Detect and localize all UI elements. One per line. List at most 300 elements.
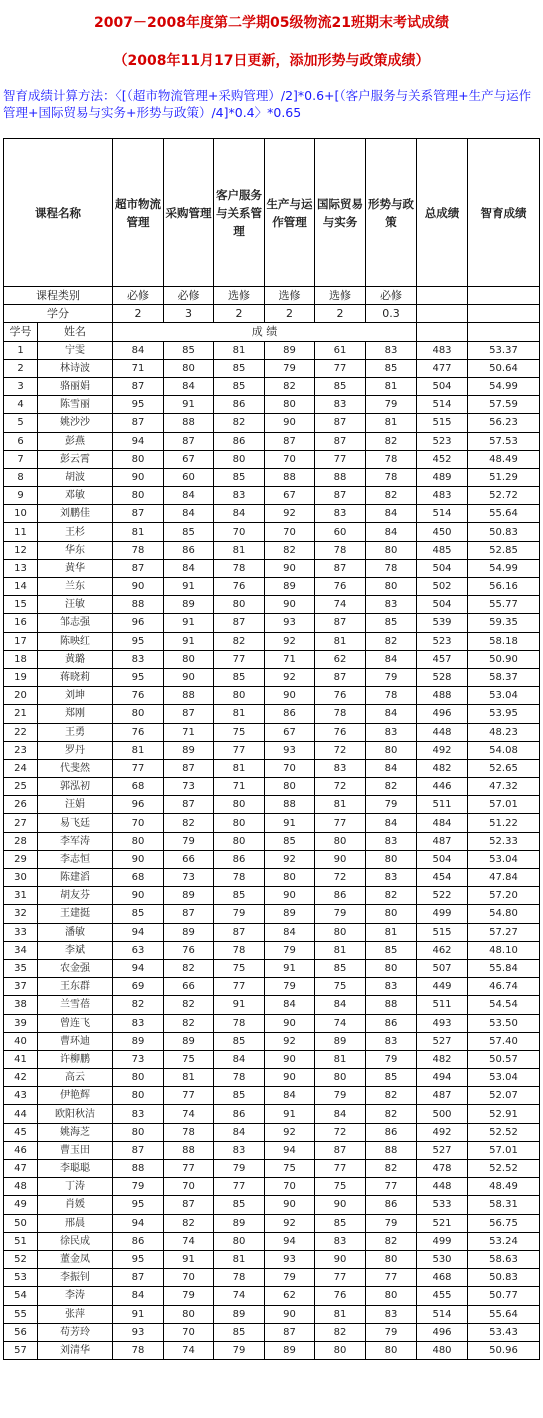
grade-cell: 83 <box>113 1105 164 1123</box>
table-row <box>4 1160 540 1178</box>
grade-cell: 86 <box>315 887 366 905</box>
grade-cell: 69 <box>113 978 164 996</box>
grade-cell: 82 <box>366 632 417 650</box>
empty-cell <box>417 323 468 341</box>
grade-cell: 82 <box>366 1105 417 1123</box>
grade-cell: 80 <box>366 541 417 559</box>
total-score-cell: 448 <box>417 723 468 741</box>
grade-cell: 75 <box>265 1160 315 1178</box>
grade-cell: 77 <box>113 759 164 777</box>
table-row <box>4 359 540 377</box>
table-row <box>4 1014 540 1032</box>
grade-cell: 74 <box>164 1341 214 1359</box>
grade-cell: 77 <box>214 741 265 759</box>
grade-cell: 81 <box>214 705 265 723</box>
student-name-cell: 农金强 <box>38 959 113 977</box>
student-no-cell: 29 <box>4 850 38 868</box>
course-type-label: 课程类别 <box>4 287 113 305</box>
grade-cell: 75 <box>315 978 366 996</box>
table-row <box>4 1087 540 1105</box>
empty-cell <box>468 287 540 305</box>
zhiyu-score-cell: 50.77 <box>468 1287 540 1305</box>
student-name-cell: 苟芳玲 <box>38 1323 113 1341</box>
grade-cell: 76 <box>315 723 366 741</box>
grade-cell: 66 <box>164 978 214 996</box>
grade-cell: 90 <box>265 414 315 432</box>
grade-cell: 79 <box>164 832 214 850</box>
grade-cell: 89 <box>164 1032 214 1050</box>
grade-cell: 83 <box>366 1032 417 1050</box>
student-name-cell: 邢晨 <box>38 1214 113 1232</box>
grade-cell: 80 <box>164 650 214 668</box>
total-score-cell: 452 <box>417 450 468 468</box>
total-score-cell: 494 <box>417 1069 468 1087</box>
grade-cell: 67 <box>265 487 315 505</box>
grade-cell: 85 <box>214 1323 265 1341</box>
zhiyu-score-cell: 54.99 <box>468 377 540 395</box>
credits-cell: 2 <box>265 305 315 323</box>
grade-cell: 90 <box>315 1196 366 1214</box>
grade-cell: 84 <box>164 487 214 505</box>
grade-cell: 78 <box>214 1069 265 1087</box>
student-no-cell: 54 <box>4 1287 38 1305</box>
grade-cell: 89 <box>214 1305 265 1323</box>
student-name-cell: 华东 <box>38 541 113 559</box>
grade-cell: 90 <box>265 887 315 905</box>
grade-cell: 82 <box>164 814 214 832</box>
grade-cell: 80 <box>214 687 265 705</box>
grade-cell: 92 <box>265 1032 315 1050</box>
column-label-row <box>4 323 540 341</box>
grade-cell: 81 <box>366 414 417 432</box>
grade-cell: 84 <box>315 1105 366 1123</box>
grade-cell: 81 <box>315 1305 366 1323</box>
student-name-cell: 邓敏 <box>38 487 113 505</box>
student-no-cell: 23 <box>4 741 38 759</box>
zhiyu-score-cell: 58.37 <box>468 668 540 686</box>
student-name-cell: 彭云霄 <box>38 450 113 468</box>
table-row <box>4 887 540 905</box>
grade-cell: 82 <box>113 996 164 1014</box>
grade-cell: 88 <box>366 1141 417 1159</box>
student-no-cell: 53 <box>4 1269 38 1287</box>
table-row <box>4 814 540 832</box>
grade-cell: 85 <box>164 523 214 541</box>
grade-cell: 86 <box>214 850 265 868</box>
total-score-cell: 504 <box>417 850 468 868</box>
grade-cell: 68 <box>113 869 164 887</box>
grade-cell: 82 <box>366 1087 417 1105</box>
student-no-cell: 25 <box>4 778 38 796</box>
total-score-cell: 482 <box>417 1050 468 1068</box>
table-row <box>4 1287 540 1305</box>
zhiyu-score-cell: 53.04 <box>468 687 540 705</box>
grade-cell: 77 <box>214 1178 265 1196</box>
grade-cell: 80 <box>113 832 164 850</box>
student-no-cell: 51 <box>4 1232 38 1250</box>
total-score-cell: 504 <box>417 596 468 614</box>
grade-cell: 81 <box>214 541 265 559</box>
grade-cell: 90 <box>265 1305 315 1323</box>
total-score-cell: 492 <box>417 1123 468 1141</box>
credits-row <box>4 305 540 323</box>
total-score-cell: 511 <box>417 796 468 814</box>
total-score-cell: 496 <box>417 705 468 723</box>
course-name-header: 课程名称 <box>4 139 113 287</box>
grade-cell: 80 <box>214 832 265 850</box>
student-name-cell: 邹志强 <box>38 614 113 632</box>
grade-cell: 62 <box>315 650 366 668</box>
student-no-cell: 5 <box>4 414 38 432</box>
formula-text: 智育成绩计算方法：〈[（超市物流管理+采购管理）/2]*0.6+[（客户服务与关系管理+生产与运作管理+国际贸易与实务+形势与政策）/4]*0.4〉*0.65 <box>3 88 532 120</box>
table-row <box>4 450 540 468</box>
student-name-cell: 董金凤 <box>38 1250 113 1268</box>
grade-cell: 86 <box>366 1014 417 1032</box>
grade-cell: 81 <box>214 759 265 777</box>
total-score-cell: 521 <box>417 1214 468 1232</box>
grade-cell: 83 <box>366 832 417 850</box>
zhiyu-score-cell: 52.52 <box>468 1123 540 1141</box>
grade-cell: 78 <box>164 1123 214 1141</box>
grade-cell: 83 <box>113 650 164 668</box>
grade-cell: 87 <box>164 432 214 450</box>
grade-cell: 83 <box>113 1014 164 1032</box>
course-type-cell: 必修 <box>164 287 214 305</box>
zhiyu-score-cell: 46.74 <box>468 978 540 996</box>
grades-header: 成 绩 <box>113 323 417 341</box>
student-name-cell: 陈映红 <box>38 632 113 650</box>
grade-cell: 83 <box>366 869 417 887</box>
grade-cell: 87 <box>164 705 214 723</box>
student-name-cell: 李志恒 <box>38 850 113 868</box>
total-score-cell: 457 <box>417 650 468 668</box>
total-score-cell: 483 <box>417 487 468 505</box>
table-row <box>4 1232 540 1250</box>
student-no-cell: 56 <box>4 1323 38 1341</box>
grade-cell: 88 <box>265 468 315 486</box>
grade-cell: 82 <box>164 1214 214 1232</box>
grade-cell: 70 <box>265 759 315 777</box>
total-score-cell: 523 <box>417 632 468 650</box>
student-name-cell: 王建挺 <box>38 905 113 923</box>
grade-cell: 77 <box>214 978 265 996</box>
grade-cell: 92 <box>265 1123 315 1141</box>
grade-cell: 73 <box>113 1050 164 1068</box>
grade-cell: 91 <box>164 396 214 414</box>
grade-cell: 85 <box>214 1032 265 1050</box>
grade-cell: 63 <box>113 941 164 959</box>
grade-cell: 87 <box>113 1141 164 1159</box>
total-score-cell: 539 <box>417 614 468 632</box>
student-no-cell: 57 <box>4 1341 38 1359</box>
zhiyu-score-cell: 55.64 <box>468 1305 540 1323</box>
student-no-cell: 24 <box>4 759 38 777</box>
zhiyu-score-cell: 53.24 <box>468 1232 540 1250</box>
student-name-cell: 代斐然 <box>38 759 113 777</box>
zhiyu-score-cell: 48.10 <box>468 941 540 959</box>
grade-cell: 80 <box>113 487 164 505</box>
empty-cell <box>468 305 540 323</box>
grade-cell: 90 <box>113 468 164 486</box>
grade-cell: 83 <box>315 505 366 523</box>
grade-cell: 90 <box>265 687 315 705</box>
zhiyu-score-cell: 57.27 <box>468 923 540 941</box>
table-row <box>4 923 540 941</box>
grade-cell: 87 <box>113 377 164 395</box>
grade-cell: 77 <box>366 1178 417 1196</box>
grade-cell: 70 <box>113 814 164 832</box>
grade-cell: 94 <box>113 432 164 450</box>
grades-table-body <box>4 139 540 1360</box>
student-name-cell: 陈建滔 <box>38 869 113 887</box>
zhiyu-score-cell: 53.95 <box>468 705 540 723</box>
grade-cell: 94 <box>113 959 164 977</box>
student-name-cell: 汪敏 <box>38 596 113 614</box>
grade-cell: 91 <box>164 614 214 632</box>
grade-cell: 84 <box>164 559 214 577</box>
table-row <box>4 1178 540 1196</box>
zhiyu-header: 智育成绩 <box>468 139 540 287</box>
total-score-cell: 515 <box>417 414 468 432</box>
zhiyu-score-cell: 50.57 <box>468 1050 540 1068</box>
total-score-cell: 484 <box>417 814 468 832</box>
grade-cell: 80 <box>164 359 214 377</box>
student-no-cell: 4 <box>4 396 38 414</box>
grade-cell: 85 <box>366 941 417 959</box>
table-row <box>4 1050 540 1068</box>
grade-cell: 93 <box>265 1250 315 1268</box>
student-no-cell: 30 <box>4 869 38 887</box>
grade-cell: 89 <box>265 1341 315 1359</box>
grade-cell: 78 <box>315 705 366 723</box>
grade-cell: 87 <box>214 923 265 941</box>
grade-cell: 84 <box>113 341 164 359</box>
grade-cell: 85 <box>315 959 366 977</box>
page-title: 2007－2008年度第二学期05级物流21班期末考试成绩 <box>94 15 449 31</box>
zhiyu-score-cell: 48.49 <box>468 1178 540 1196</box>
grade-cell: 75 <box>164 1050 214 1068</box>
total-header: 总成绩 <box>417 139 468 287</box>
zhiyu-score-cell: 58.18 <box>468 632 540 650</box>
student-name-cell: 黄华 <box>38 559 113 577</box>
grade-cell: 79 <box>366 668 417 686</box>
zhiyu-score-cell: 52.85 <box>468 541 540 559</box>
grade-cell: 85 <box>164 341 214 359</box>
table-row <box>4 1141 540 1159</box>
grade-cell: 90 <box>265 1069 315 1087</box>
grade-cell: 83 <box>366 1305 417 1323</box>
grade-cell: 87 <box>164 905 214 923</box>
grade-cell: 80 <box>113 450 164 468</box>
student-no-cell: 26 <box>4 796 38 814</box>
course-type-cell: 必修 <box>366 287 417 305</box>
table-row <box>4 778 540 796</box>
grade-cell: 87 <box>113 1269 164 1287</box>
total-score-cell: 530 <box>417 1250 468 1268</box>
table-row <box>4 341 540 359</box>
grade-cell: 79 <box>265 359 315 377</box>
student-no-cell: 31 <box>4 887 38 905</box>
grade-cell: 80 <box>366 850 417 868</box>
grade-cell: 87 <box>315 414 366 432</box>
table-row <box>4 959 540 977</box>
student-no-cell: 2 <box>4 359 38 377</box>
total-score-cell: 522 <box>417 887 468 905</box>
total-score-cell: 478 <box>417 1160 468 1178</box>
grade-cell: 88 <box>315 468 366 486</box>
grade-cell: 71 <box>265 650 315 668</box>
grade-cell: 76 <box>315 578 366 596</box>
grade-cell: 84 <box>366 759 417 777</box>
student-no-cell: 7 <box>4 450 38 468</box>
grade-cell: 87 <box>315 1141 366 1159</box>
zhiyu-score-cell: 56.23 <box>468 414 540 432</box>
table-row <box>4 705 540 723</box>
table-row <box>4 432 540 450</box>
grade-cell: 74 <box>315 596 366 614</box>
table-row <box>4 941 540 959</box>
total-score-cell: 485 <box>417 541 468 559</box>
credits-cell: 3 <box>164 305 214 323</box>
student-name-cell: 李聪聪 <box>38 1160 113 1178</box>
grade-cell: 80 <box>113 1123 164 1141</box>
grade-cell: 82 <box>164 996 214 1014</box>
grade-cell: 60 <box>164 468 214 486</box>
student-no-cell: 22 <box>4 723 38 741</box>
grade-cell: 77 <box>315 450 366 468</box>
grade-cell: 87 <box>265 1323 315 1341</box>
total-score-cell: 514 <box>417 396 468 414</box>
total-score-cell: 449 <box>417 978 468 996</box>
grade-cell: 78 <box>214 1269 265 1287</box>
total-score-cell: 499 <box>417 905 468 923</box>
grade-cell: 84 <box>265 923 315 941</box>
student-name-cell: 曹环迪 <box>38 1032 113 1050</box>
course-type-cell: 选修 <box>265 287 315 305</box>
grade-cell: 80 <box>113 1087 164 1105</box>
grade-cell: 91 <box>164 578 214 596</box>
student-no-cell: 39 <box>4 1014 38 1032</box>
grade-cell: 89 <box>164 741 214 759</box>
grade-cell: 80 <box>366 1341 417 1359</box>
grade-cell: 82 <box>164 1014 214 1032</box>
grade-cell: 83 <box>315 396 366 414</box>
total-score-cell: 527 <box>417 1141 468 1159</box>
grade-cell: 91 <box>164 632 214 650</box>
grade-cell: 79 <box>113 1178 164 1196</box>
grade-cell: 93 <box>113 1323 164 1341</box>
student-name-cell: 罗丹 <box>38 741 113 759</box>
zhiyu-score-cell: 52.65 <box>468 759 540 777</box>
zhiyu-score-cell: 52.07 <box>468 1087 540 1105</box>
total-score-cell: 523 <box>417 432 468 450</box>
zhiyu-score-cell: 59.35 <box>468 614 540 632</box>
grade-cell: 92 <box>265 668 315 686</box>
total-score-cell: 528 <box>417 668 468 686</box>
student-no-cell: 3 <box>4 377 38 395</box>
grade-cell: 90 <box>113 887 164 905</box>
grade-cell: 85 <box>214 468 265 486</box>
total-score-cell: 504 <box>417 559 468 577</box>
student-name-cell: 肖媛 <box>38 1196 113 1214</box>
zhiyu-score-cell: 50.96 <box>468 1341 540 1359</box>
student-name-cell: 蒋晓莉 <box>38 668 113 686</box>
grade-cell: 84 <box>366 705 417 723</box>
total-score-cell: 527 <box>417 1032 468 1050</box>
grade-cell: 94 <box>265 1232 315 1250</box>
grade-cell: 80 <box>214 450 265 468</box>
zhiyu-score-cell: 50.83 <box>468 1269 540 1287</box>
grade-cell: 87 <box>164 796 214 814</box>
grade-cell: 90 <box>265 596 315 614</box>
grade-cell: 87 <box>214 614 265 632</box>
student-no-header: 学号 <box>4 323 38 341</box>
grade-cell: 74 <box>315 1014 366 1032</box>
grade-cell: 77 <box>164 1160 214 1178</box>
grade-cell: 86 <box>366 1196 417 1214</box>
zhiyu-score-cell: 54.54 <box>468 996 540 1014</box>
grade-cell: 96 <box>113 796 164 814</box>
grade-cell: 79 <box>315 1087 366 1105</box>
grade-cell: 80 <box>214 596 265 614</box>
grade-cell: 82 <box>214 414 265 432</box>
grade-cell: 79 <box>366 796 417 814</box>
student-no-cell: 55 <box>4 1305 38 1323</box>
table-row <box>4 978 540 996</box>
grade-cell: 84 <box>315 996 366 1014</box>
total-score-cell: 489 <box>417 468 468 486</box>
grade-cell: 76 <box>214 578 265 596</box>
course-type-cell: 选修 <box>214 287 265 305</box>
grade-cell: 80 <box>315 1341 366 1359</box>
grade-cell: 72 <box>315 741 366 759</box>
zhiyu-score-cell: 57.20 <box>468 887 540 905</box>
grade-cell: 81 <box>315 941 366 959</box>
credits-cell: 0.3 <box>366 305 417 323</box>
grade-cell: 70 <box>164 1269 214 1287</box>
grade-cell: 88 <box>164 687 214 705</box>
grade-cell: 85 <box>214 1196 265 1214</box>
student-name-cell: 刘清华 <box>38 1341 113 1359</box>
grade-cell: 80 <box>366 1250 417 1268</box>
table-row <box>4 377 540 395</box>
student-name-cell: 张萍 <box>38 1305 113 1323</box>
zhiyu-score-cell: 53.37 <box>468 341 540 359</box>
grade-cell: 80 <box>265 396 315 414</box>
student-no-cell: 16 <box>4 614 38 632</box>
grade-cell: 89 <box>265 341 315 359</box>
table-row <box>4 759 540 777</box>
grade-cell: 79 <box>265 941 315 959</box>
zhiyu-score-cell: 54.80 <box>468 905 540 923</box>
grade-cell: 81 <box>315 796 366 814</box>
total-score-cell: 450 <box>417 523 468 541</box>
header-row <box>4 139 540 287</box>
grade-cell: 94 <box>265 1141 315 1159</box>
grade-cell: 95 <box>113 668 164 686</box>
course-type-cell: 选修 <box>315 287 366 305</box>
grade-cell: 92 <box>265 850 315 868</box>
grade-cell: 92 <box>265 632 315 650</box>
student-no-cell: 6 <box>4 432 38 450</box>
total-score-cell: 448 <box>417 1178 468 1196</box>
grade-cell: 87 <box>315 559 366 577</box>
grade-cell: 91 <box>164 1250 214 1268</box>
grade-cell: 84 <box>366 814 417 832</box>
student-no-cell: 40 <box>4 1032 38 1050</box>
student-name-cell: 王杉 <box>38 523 113 541</box>
grade-cell: 84 <box>164 377 214 395</box>
